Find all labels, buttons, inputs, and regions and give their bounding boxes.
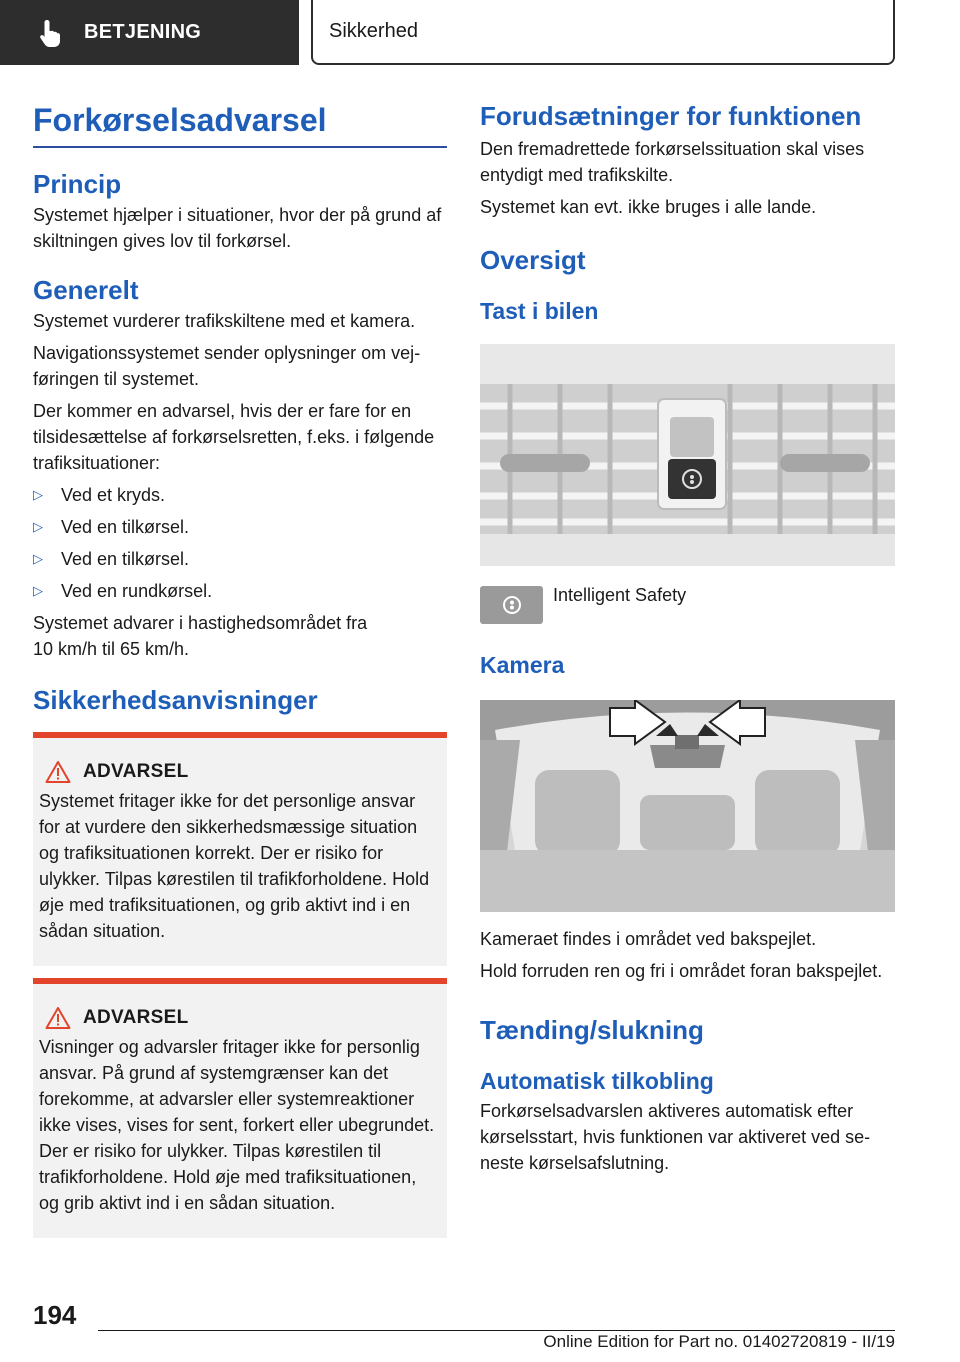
generelt-text-1: Systemet vurderer trafikskiltene med et kamera. bbox=[33, 311, 416, 331]
princip-text: Systemet hjælper i situationer, hvor der på grund af skiltningen gives lov til forkørsel. bbox=[33, 205, 442, 251]
button-legend-label: Intelligent Safety bbox=[553, 585, 687, 605]
warning-box-2 bbox=[33, 978, 447, 1238]
speed-range-text: Systemet advarer i hastighedsområdet fra 10 km/h til 65 km/h. bbox=[33, 613, 368, 659]
car-interior-illustration bbox=[480, 700, 895, 912]
hand-pointer-icon bbox=[38, 18, 64, 48]
page-title: Forkørselsadvarsel bbox=[33, 100, 447, 148]
taend-heading: Tænding/slukning bbox=[480, 1015, 704, 1045]
warning-header bbox=[45, 760, 439, 784]
header-section-label: BETJENING bbox=[84, 21, 202, 43]
header-subsection-label: Sikkerhed bbox=[329, 20, 418, 42]
warning-text: Systemet fritager ikke for det personlige ansvar for at vurdere den sikkerhedsmæssige situation og trafiksituationen korrekt. Der er risiko for ulykker. Tilpas kørestilen til trafikforholdene. Hold øje med trafiksituationen, og grib aktivt ind i en sådan situation. bbox=[39, 791, 430, 941]
kamera-text-1: Kameraet findes i området ved bakspejlet. bbox=[480, 929, 817, 949]
safety-heading: Sikkerhedsanvisninger bbox=[33, 685, 318, 715]
dashboard-vents-illustration bbox=[480, 344, 895, 566]
header-subsection-tab bbox=[311, 0, 895, 65]
header-section-tab bbox=[0, 0, 299, 65]
situation-list bbox=[33, 482, 447, 604]
oversigt-heading: Oversigt bbox=[480, 245, 586, 275]
prereq-heading: Forudsætninger for funktionen bbox=[480, 101, 862, 131]
intelligent-safety-button-icon bbox=[480, 586, 543, 624]
generelt-text-3: Der kommer en advarsel, hvis der er fare for en tilsidesættelse af forkørselsretten, f.eks. i følgende trafiksituationer: bbox=[33, 401, 435, 473]
warning-text: Visninger og advarsler fritager ikke for personlig ansvar. På grund af systemgrænser kan det forekomme, at advarsler eller systemreaktioner ikke vises, vises for sent, forkert eller ubegrundet. Der er risiko for ulykker. Tilpas kørestilen til trafikforholdene. Hold øje med trafiksituationen, og grib aktivt ind i en sådan situation. bbox=[39, 1037, 435, 1213]
tast-heading: Tast i bilen bbox=[480, 298, 599, 324]
generelt-text-2: Navigationssystemet sender oplysninger om vejføringen til systemet. bbox=[33, 343, 421, 389]
camera-location-photo bbox=[480, 700, 895, 912]
kamera-heading: Kamera bbox=[480, 652, 565, 678]
auto-heading: Automatisk tilkobling bbox=[480, 1068, 714, 1094]
triangle-bullet-icon: ▷ bbox=[33, 487, 43, 502]
triangle-bullet-icon: ▷ bbox=[33, 583, 43, 598]
kamera-text-2: Hold forruden ren og fri i området foran bakspejlet. bbox=[480, 961, 883, 981]
footer-divider bbox=[98, 1330, 895, 1331]
list-item: ▷ Ved en tilkørsel. bbox=[33, 514, 447, 540]
right-column bbox=[480, 100, 895, 1182]
auto-text: Forkørselsadvarslen aktiveres automatisk efter kørselsstart, hvis funktionen var aktiveret ved seneste kørselsafslutning. bbox=[480, 1101, 871, 1173]
triangle-bullet-icon: ▷ bbox=[33, 519, 43, 534]
page-number: 194 bbox=[33, 1300, 77, 1330]
warning-box-1 bbox=[33, 732, 447, 966]
warning-header bbox=[45, 1006, 439, 1030]
warning-label: ADVARSEL bbox=[83, 761, 189, 782]
prereq-text-1: Den fremadrettede forkørselssituation skal vises entydigt med trafikskilte. bbox=[480, 139, 865, 185]
edition-text: Online Edition for Part no. 01402720819 - II/19 bbox=[543, 1332, 895, 1351]
list-item: ▷ Ved et kryds. bbox=[33, 482, 447, 508]
generelt-heading: Generelt bbox=[33, 275, 139, 305]
button-legend bbox=[480, 586, 895, 624]
prereq-text-2: Systemet kan evt. ikke bruges i alle lande. bbox=[480, 197, 817, 217]
list-item: ▷ Ved en rundkørsel. bbox=[33, 578, 447, 604]
triangle-bullet-icon: ▷ bbox=[33, 551, 43, 566]
princip-heading: Princip bbox=[33, 169, 122, 199]
dashboard-button-photo bbox=[480, 344, 895, 566]
warning-triangle-icon bbox=[45, 1006, 71, 1030]
warning-triangle-icon bbox=[45, 760, 71, 784]
left-column bbox=[33, 100, 447, 1238]
list-item: ▷ Ved en tilkørsel. bbox=[33, 546, 447, 572]
warning-label: ADVARSEL bbox=[83, 1007, 189, 1028]
